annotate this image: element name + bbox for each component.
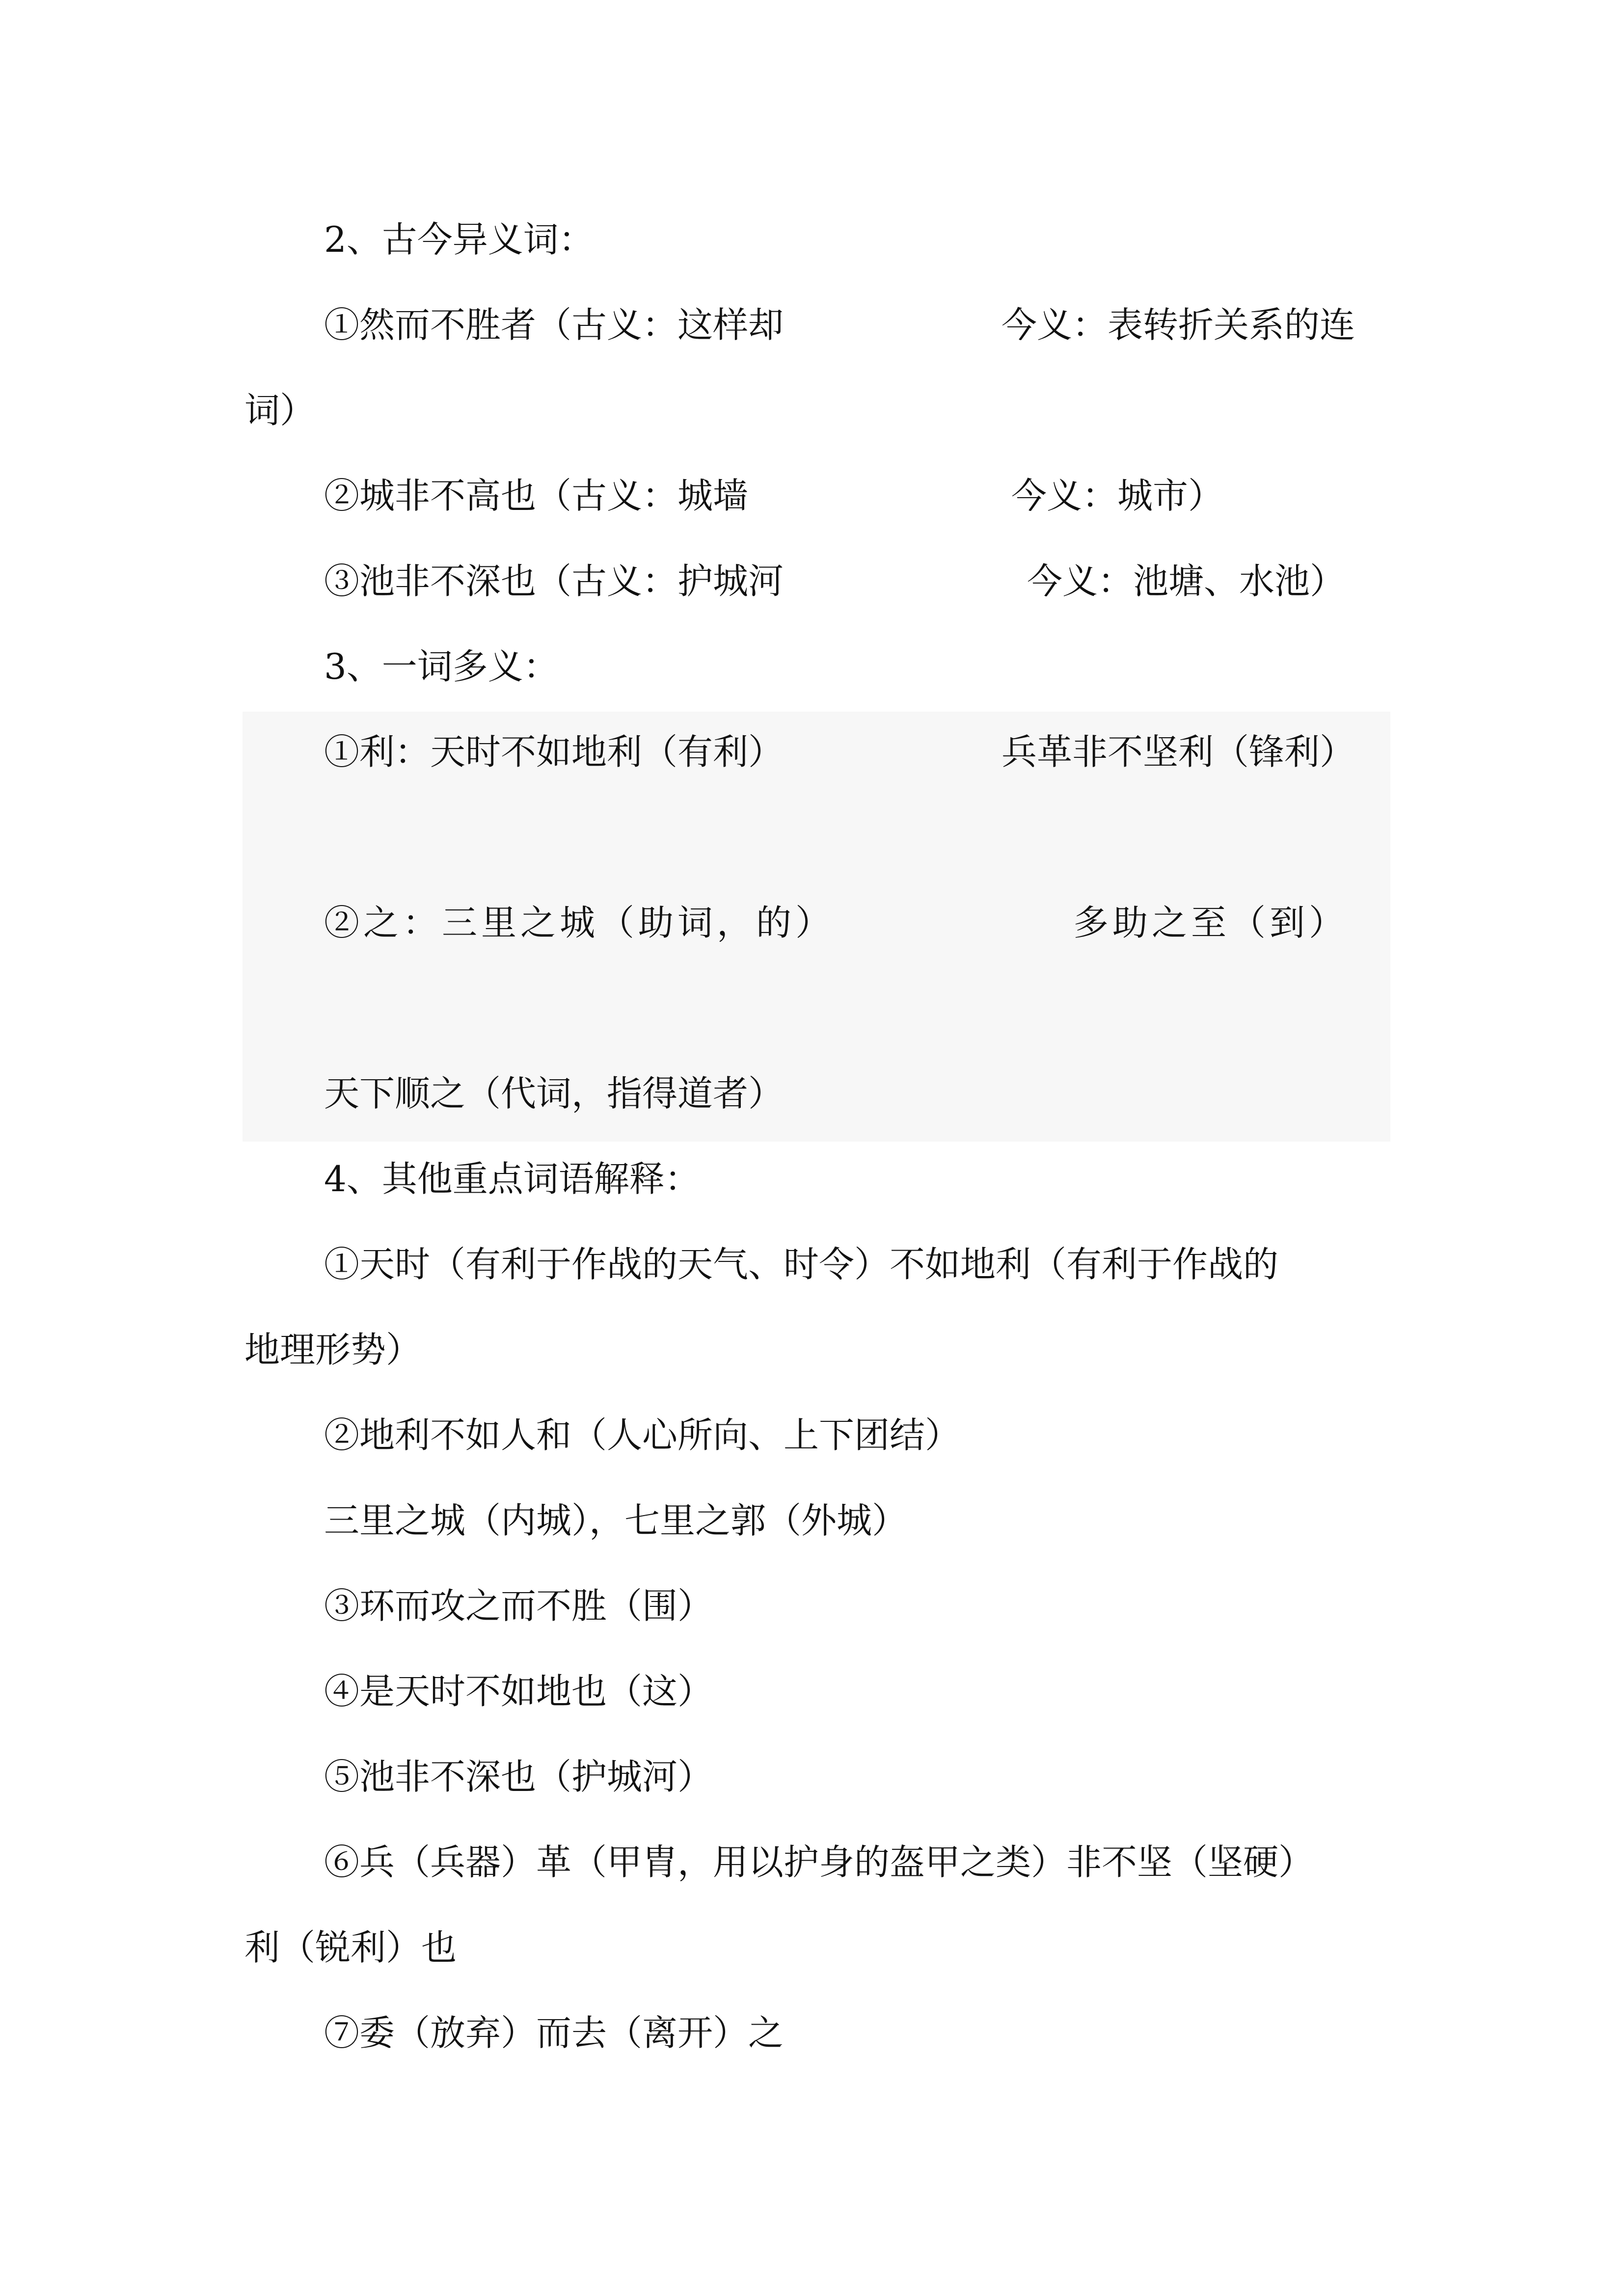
- section-2-item-1: ①然而不胜者（古义：这样却: [324, 304, 784, 346]
- section-4-line-9: 利（锐利）也: [244, 1927, 457, 1968]
- section-3-item-1: ①利：天时不如地利（有利）: [324, 731, 784, 773]
- section-4-line-6: ④是天时不如地也（这）: [324, 1671, 713, 1712]
- section-3-heading: 3、一词多义：: [324, 646, 559, 687]
- section-4-heading: 4、其他重点词语解释：: [324, 1158, 700, 1200]
- section-3-item-2-third: 天下顺之（代词，指得道者）: [324, 1073, 784, 1114]
- section-2-item-2: ②城非不高也（古义：城墙: [324, 475, 749, 516]
- section-4-line-8: ⑥兵（兵器）革（甲胄，用以护身的盔甲之类）非不坚（坚硬）: [324, 1842, 1314, 1883]
- section-3-item-2-second: 多助之至（到）: [1073, 902, 1349, 943]
- section-2-item-3: ③池非不深也（古义：护城河: [324, 561, 784, 602]
- section-3-item-2: ②之：三里之城（助词，的）: [324, 902, 835, 943]
- section-4-line-2: 地理形势）: [244, 1329, 422, 1370]
- section-4-line-7: ⑤池非不深也（护城河）: [324, 1756, 713, 1797]
- section-2-item-1-wrap: 词）: [244, 390, 316, 431]
- section-2-item-2-modern: 今义：城市）: [1011, 475, 1224, 516]
- section-4-line-4: 三里之城（内城），七里之郭（外城）: [324, 1500, 908, 1541]
- section-3-item-1-second: 兵革非不坚利（锋利）: [1001, 731, 1355, 773]
- section-4-line-10: ⑦委（放弃）而去（离开）之: [324, 2012, 784, 2054]
- section-2-heading: 2、古今异义词：: [324, 219, 594, 260]
- section-2-item-1-modern: 今义：表转折关系的连: [1001, 304, 1355, 346]
- section-4-line-1: ①天时（有利于作战的天气、时令）不如地利（有利于作战的: [324, 1244, 1279, 1285]
- section-4-line-5: ③环而攻之而不胜（围）: [324, 1585, 713, 1627]
- section-4-line-3: ②地利不如人和（人心所向、上下团结）: [324, 1415, 961, 1456]
- section-2-item-3-modern: 今义：池塘、水池）: [1027, 561, 1346, 602]
